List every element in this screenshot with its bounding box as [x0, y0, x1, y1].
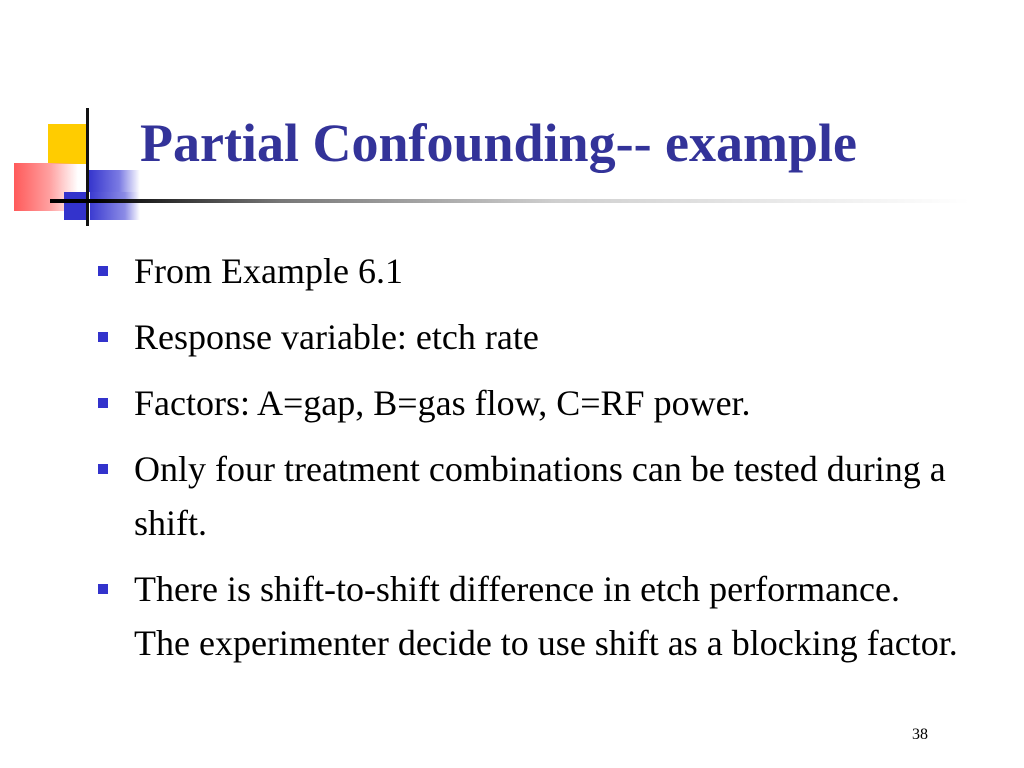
bullet-list — [98, 244, 958, 682]
bullet-item — [98, 376, 958, 430]
square-bullet-icon — [98, 584, 108, 594]
bullet-item — [98, 310, 958, 364]
logo-vertical-line — [86, 108, 89, 226]
bullet-item — [98, 244, 958, 298]
logo-blue-fade — [88, 170, 140, 192]
bullet-text: Response variable: etch rate — [134, 317, 539, 357]
slide-title: Partial Confounding-- example — [140, 113, 858, 173]
bullet-text: There is shift-to-shift difference in etch performance. The experimenter decide to use shift as a blocking factor. — [134, 569, 958, 663]
slide-logo-icon — [0, 0, 160, 240]
square-bullet-icon — [98, 332, 108, 342]
bullet-item — [98, 562, 958, 670]
page-number: 38 — [912, 726, 928, 743]
square-bullet-icon — [98, 464, 108, 474]
title-underline — [50, 199, 970, 203]
logo-blue-square — [64, 192, 88, 220]
square-bullet-icon — [98, 398, 108, 408]
square-bullet-icon — [98, 266, 108, 276]
bullet-text: From Example 6.1 — [134, 251, 403, 291]
bullet-item — [98, 442, 958, 550]
bullet-text: Factors: A=gap, B=gas flow, C=RF power. — [134, 383, 751, 423]
logo-yellow-square — [48, 124, 88, 164]
logo-blue-fade-lower — [90, 192, 140, 220]
bullet-text: Only four treatment combinations can be tested during a shift. — [134, 449, 946, 543]
